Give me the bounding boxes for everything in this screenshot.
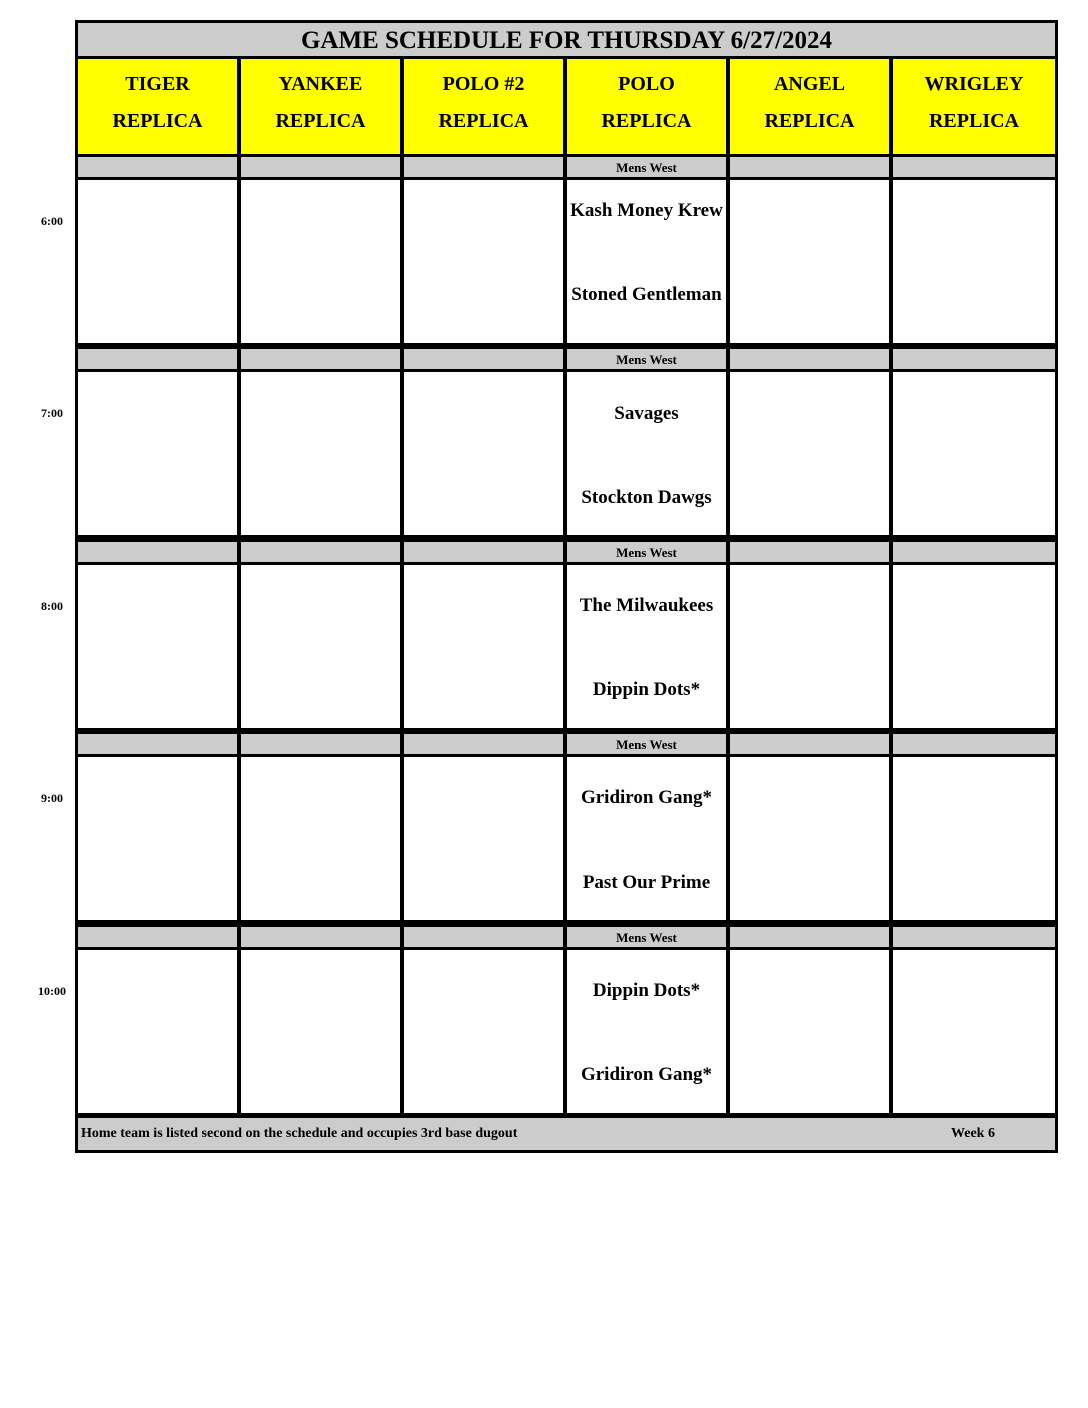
field-name: POLO #2 <box>442 73 525 95</box>
division-band <box>893 157 1055 177</box>
game-cell <box>893 180 1055 343</box>
game-cell <box>78 565 237 728</box>
game-cell <box>730 372 889 535</box>
division-band <box>730 349 889 369</box>
field-header <box>567 59 726 154</box>
division-band <box>241 734 400 754</box>
division-band <box>730 157 889 177</box>
division-label: Mens West <box>567 927 726 947</box>
away-team: Gridiron Gang* <box>580 787 713 808</box>
time-label-6-00: 6:00 <box>41 214 63 228</box>
schedule-table <box>75 20 1058 1153</box>
field-header <box>78 59 237 154</box>
division-band <box>78 157 237 177</box>
field-type: REPLICA <box>764 110 855 132</box>
game-cell <box>404 565 563 728</box>
away-team: Kash Money Krew <box>570 200 723 221</box>
division-band <box>730 734 889 754</box>
division-band <box>241 927 400 947</box>
game-cell <box>567 180 726 343</box>
division-band <box>404 734 563 754</box>
division-band <box>241 349 400 369</box>
game-cell <box>241 565 400 728</box>
game-cell <box>404 372 563 535</box>
field-name: WRIGLEY <box>924 73 1024 95</box>
game-cell <box>404 180 563 343</box>
field-type: REPLICA <box>601 110 692 132</box>
division-band <box>78 349 237 369</box>
division-band <box>893 734 1055 754</box>
home-team-note: Home team is listed second on the schedule and occupies 3rd base dugout <box>81 1126 518 1141</box>
game-cell <box>241 950 400 1113</box>
time-label-10-00: 10:00 <box>38 984 66 998</box>
game-cell <box>567 372 726 535</box>
time-label-8-00: 8:00 <box>41 599 63 613</box>
home-team: Past Our Prime <box>582 872 711 893</box>
division-band <box>78 542 237 562</box>
away-team: The Milwaukees <box>579 595 714 616</box>
division-band <box>241 542 400 562</box>
away-team: Savages <box>614 403 679 424</box>
game-cell <box>404 757 563 920</box>
division-band <box>404 927 563 947</box>
division-band <box>404 157 563 177</box>
game-cell <box>567 950 726 1113</box>
division-band <box>893 349 1055 369</box>
game-cell <box>78 950 237 1113</box>
game-cell <box>730 757 889 920</box>
home-team: Stockton Dawgs <box>581 487 712 508</box>
away-team: Dippin Dots* <box>592 980 701 1001</box>
game-cell <box>893 757 1055 920</box>
schedule-title: GAME SCHEDULE FOR THURSDAY 6/27/2024 <box>78 23 1055 56</box>
game-cell <box>567 565 726 728</box>
home-team: Gridiron Gang* <box>580 1064 713 1085</box>
division-label: Mens West <box>567 734 726 754</box>
game-cell <box>78 372 237 535</box>
game-cell <box>730 180 889 343</box>
game-cell <box>241 180 400 343</box>
field-type: REPLICA <box>112 110 203 132</box>
game-cell <box>567 757 726 920</box>
home-team: Dippin Dots* <box>592 679 701 700</box>
time-label-7-00: 7:00 <box>41 406 63 420</box>
field-type: REPLICA <box>275 110 366 132</box>
division-band <box>730 927 889 947</box>
division-label: Mens West <box>567 542 726 562</box>
field-header <box>404 59 563 154</box>
division-band <box>893 542 1055 562</box>
field-name: TIGER <box>125 73 190 95</box>
game-cell <box>241 372 400 535</box>
field-name: ANGEL <box>773 73 846 95</box>
division-band <box>78 734 237 754</box>
game-cell <box>893 372 1055 535</box>
game-cell <box>241 757 400 920</box>
game-cell <box>730 950 889 1113</box>
field-name: YANKEE <box>278 73 363 95</box>
game-cell <box>893 565 1055 728</box>
division-label: Mens West <box>567 349 726 369</box>
division-band <box>404 542 563 562</box>
game-cell <box>730 565 889 728</box>
division-band <box>241 157 400 177</box>
game-cell <box>78 180 237 343</box>
game-cell <box>404 950 563 1113</box>
field-header <box>241 59 400 154</box>
time-label-9-00: 9:00 <box>41 791 63 805</box>
game-cell <box>78 757 237 920</box>
game-cell <box>893 950 1055 1113</box>
field-header <box>730 59 889 154</box>
home-team: Stoned Gentleman <box>571 284 722 305</box>
field-header <box>893 59 1055 154</box>
division-band <box>730 542 889 562</box>
field-type: REPLICA <box>928 110 1019 132</box>
schedule-footer <box>78 1118 1055 1150</box>
field-name: POLO <box>618 73 675 95</box>
division-label: Mens West <box>567 157 726 177</box>
division-band <box>78 927 237 947</box>
week-label: Week 6 <box>951 1126 995 1141</box>
division-band <box>404 349 563 369</box>
field-type: REPLICA <box>438 110 529 132</box>
division-band <box>893 927 1055 947</box>
